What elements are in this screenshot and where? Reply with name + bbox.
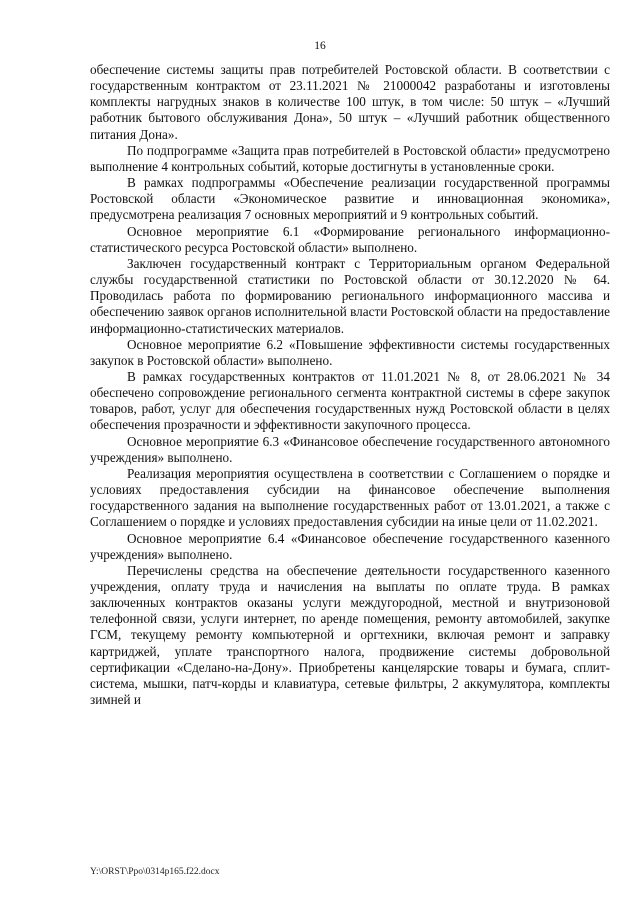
paragraph: Заключен государственный контракт с Территориальным органом Федеральной службы государственной статистики по Ростовской области от 30.12.2020 № 64. Проводилась работа по формированию регионального информационного массива и обеспечению заявок органов исполнительной власти Ростовской области на предоставление информационно-статистических материалов.	[90, 255, 610, 336]
page-number: 16	[314, 40, 326, 52]
paragraph: Основное мероприятие 6.4 «Финансовое обеспечение государственного казенного учреждения» выполнено.	[90, 530, 610, 562]
paragraph: В рамках государственных контрактов от 11.01.2021 № 8, от 28.06.2021 № 34 обеспечено сопровождение регионального сегмента контрактной системы в сфере закупок товаров, работ, услуг для обеспечения государственных нужд Ростовской области в целях обеспечения прозрачности и эффективности закупочного процесса.	[90, 368, 610, 433]
paragraph: обеспечение системы защиты прав потребителей Ростовской области. В соответствии с государственным контрактом от 23.11.2021 № 21000042 разработаны и изготовлены комплекты нагрудных знаков в количестве 100 штук, в том числе: 50 штук – «Лучший работник бытового обслуживания Дона», 50 штук – «Лучший работник общественного питания Дона».	[90, 62, 610, 142]
paragraph: Основное мероприятие 6.2 «Повышение эффективности системы государственных закупок в Ростовской области» выполнено.	[90, 336, 610, 368]
paragraph: Основное мероприятие 6.3 «Финансовое обеспечение государственного автономного учреждения» выполнено.	[90, 433, 610, 465]
paragraph: По подпрограмме «Защита прав потребителей в Ростовской области» предусмотрено выполнение 4 контрольных событий, которые достигнуты в установленные сроки.	[90, 142, 610, 174]
paragraph: Перечислены средства на обеспечение деятельности государственного казенного учреждения, оплату труда и начисления на выплаты по оплате труда. В рамках заключенных контрактов оказаны услуги междугородной, местной и внутризоновой телефонной связи, услуги интернет, по аренде помещения, ремонту автомобилей, закупке ГСМ, текущему ремонту компьютерной и оргтехники, включая ремонт и заправку картриджей, уплате транспортного налога, продвижение системы добровольной сертификации «Сделано-на-Дону». Приобретены канцелярские товары и бумага, сплит-система, мышки, патч-корды и клавиатура, сетевые фильтры, 2 аккумулятора, комплекты зимней и	[90, 562, 610, 708]
document-body	[90, 62, 610, 708]
paragraph: Основное мероприятие 6.1 «Формирование регионального информационно-статистического ресурса Ростовской области» выполнено.	[90, 223, 610, 255]
paragraph: Реализация мероприятия осуществлена в соответствии с Соглашением о порядке и условиях предоставления субсидии на финансовое обеспечение выполнения государственного задания на выполнение государственных работ от 13.01.2021, а также с Соглашением о порядке и условиях предоставления субсидии на иные цели от 11.02.2021.	[90, 465, 610, 530]
file-path-footer: Y:\ORST\Ppo\0314p165.f22.docx	[90, 867, 220, 877]
paragraph: В рамках подпрограммы «Обеспечение реализации государственной программы Ростовской области «Экономическое развитие и инновационная экономика», предусмотрена реализация 7 основных мероприятий и 9 контрольных событий.	[90, 175, 610, 223]
